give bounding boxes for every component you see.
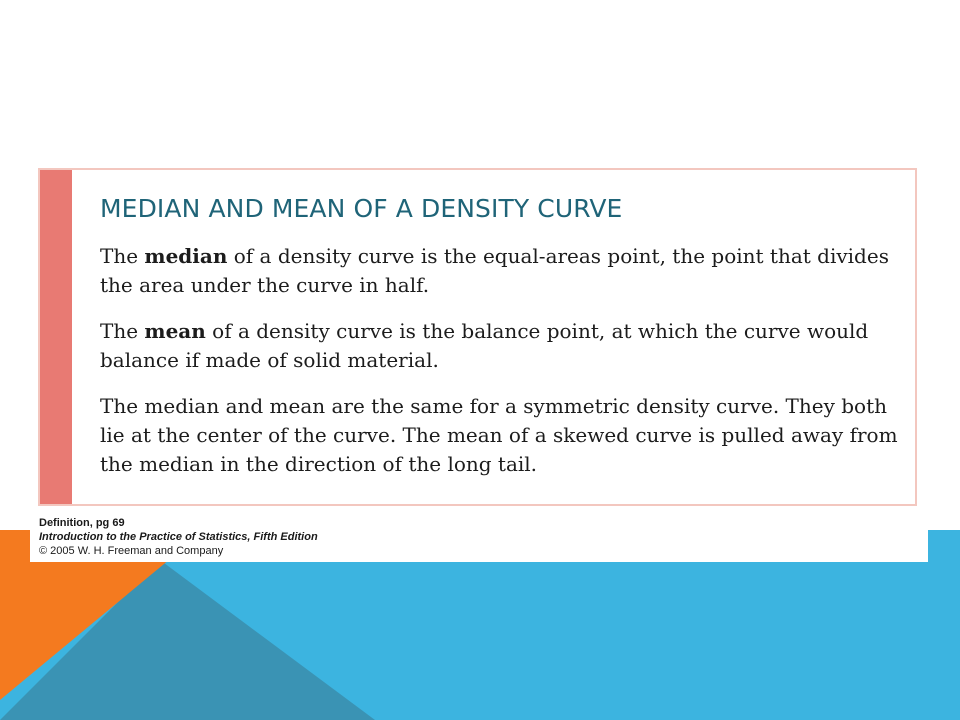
median-pre: The: [100, 244, 145, 268]
mean-post: of a density curve is the balance point, at which the curve would balance if made of solid material.: [100, 319, 869, 372]
credit-book-title: Introduction to the Practice of Statistics, Fifth Edition: [39, 531, 318, 543]
credit-copyright: © 2005 W. H. Freeman and Company: [39, 545, 224, 557]
median-post: of a density curve is the equal-areas point, the point that divides the area under the curve in half.: [100, 244, 889, 297]
definition-box: [38, 168, 917, 506]
mean-term: mean: [144, 319, 206, 343]
credit-panel: [30, 512, 928, 562]
median-definition: [100, 242, 900, 300]
accent-bar: [40, 170, 72, 504]
credit-definition-page: Definition, pg 69: [39, 517, 125, 529]
symmetry-note: The median and mean are the same for a symmetric density curve. They both lie at the center of the curve. The mean of a skewed curve is pulled away from the median in the direction of the long tail.: [100, 394, 898, 476]
mean-pre: The: [100, 319, 145, 343]
median-term: median: [144, 244, 228, 268]
mean-definition: [100, 317, 900, 375]
definition-title: MEDIAN AND MEAN OF A DENSITY CURVE: [100, 194, 623, 223]
